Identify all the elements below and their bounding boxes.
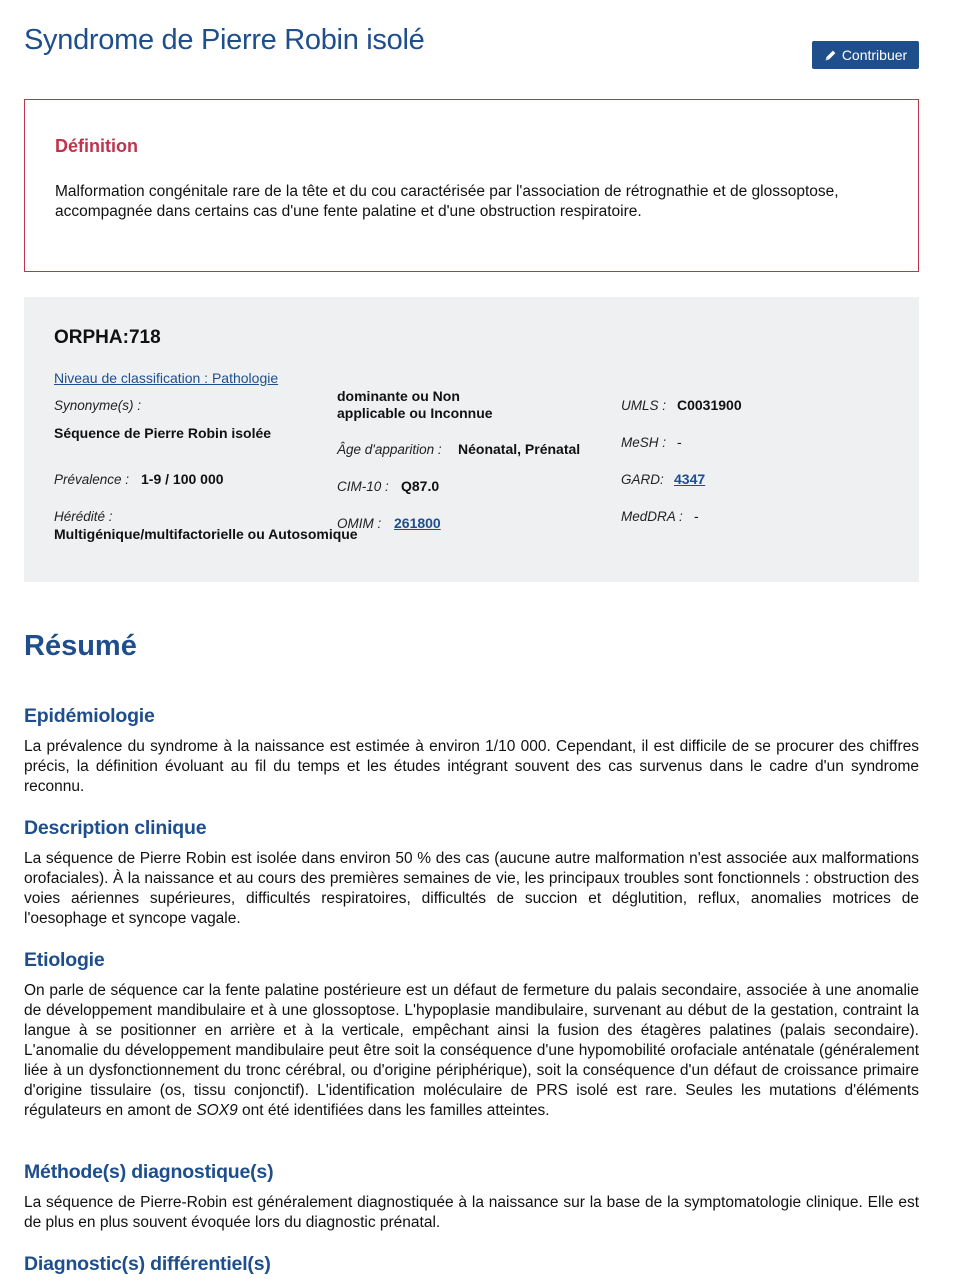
section-heading-clinical: Description clinique [24, 817, 207, 839]
heredity-value-cont-2: applicable ou Inconnue [337, 405, 493, 421]
heredity-value-cont-1: dominante ou Non [337, 388, 460, 404]
icd10-label: CIM-10 : [337, 479, 389, 494]
gard-link[interactable]: 4347 [674, 471, 706, 487]
info-panel [24, 297, 919, 582]
section-heading-epidemiology: Epidémiologie [24, 705, 155, 727]
omim-link[interactable]: 261800 [394, 515, 441, 531]
orpha-code: ORPHA:718 [54, 327, 161, 348]
section-heading-differential: Diagnostic(s) différentiel(s) [24, 1253, 271, 1275]
definition-box [24, 99, 919, 272]
meddra-value: - [694, 508, 699, 524]
onset-label: Âge d'apparition : [337, 442, 442, 457]
umls-label: UMLS : [621, 398, 667, 413]
contribute-button[interactable] [812, 41, 919, 69]
section-text-etiology [24, 981, 919, 1121]
mesh-label: MeSH : [621, 435, 667, 450]
gene-name: SOX9 [196, 1102, 238, 1119]
section-text-clinical: La séquence de Pierre Robin est isolée dans environ 50 % des cas (aucune autre malformation n'est associée aux malformations orofaciales). À la naissance et au cours des premières semaines de vie, les principaux troubles sont fonctionnels : obstruction des voies aériennes supérieures, difficultés respiratoires, difficultés de succion et déglutition, reflux, anomalies motrices de l'oesophage et syncope vagale. [24, 850, 919, 927]
umls-value: C0031900 [677, 397, 742, 413]
icd10-value: Q87.0 [401, 478, 440, 494]
definition-text: Malformation congénitale rare de la tête et du cou caractérisée par l'association de rétrognathie et de glossoptose, accompagnée dans certains cas d'une fente palatine et d'une obstruction respiratoire. [55, 183, 839, 220]
contribute-label: Contribuer [841, 47, 908, 63]
classification-level-link[interactable]: Niveau de classification : Pathologie [54, 370, 279, 386]
gard-label: GARD: [621, 472, 664, 487]
mesh-value: - [677, 434, 682, 450]
page-title: Syndrome de Pierre Robin isolé [24, 24, 425, 56]
etiology-text-after: ont été identifiées dans les familles atteintes. [237, 1102, 550, 1119]
onset-value: Néonatal, Prénatal [458, 441, 581, 457]
heredity-label: Hérédité : [54, 509, 113, 524]
resume-title: Résumé [24, 630, 137, 662]
meddra-label: MedDRA : [621, 509, 683, 524]
prevalence-label: Prévalence : [54, 472, 130, 487]
section-text-epidemiology: La prévalence du syndrome à la naissance est estimée à environ 1/10 000. Cependant, il est difficile de se procurer des chiffres précis, la définition évoluant au fil du temps et les études intégrant souvent des cas survenus dans le cadre d'un syndrome reconnu. [24, 738, 919, 795]
section-heading-etiology: Etiologie [24, 949, 105, 971]
section-text-diagnosis: La séquence de Pierre-Robin est généralement diagnostiquée à la naissance sur la base de la symptomatologie clinique. Elle est de plus en plus souvent évoquée lors du diagnostic prénatal. [24, 1194, 919, 1231]
etiology-text-before: On parle de séquence car la fente palatine postérieure est un défaut de fermeture du palais secondaire, associée à une anomalie de développement mandibulaire et à une glossoptose. L'hypoplasie mandibulaire, survenant au début de la gestation, contraint la langue à se positionner en arrière et à la verticale, empêchant ainsi la fusion des étagères palatines (palais secondaire). L'anomalie du développement mandibulaire peut être soit la conséquence d'une hypomobilité orofaciale anténatale (généralement liée à un dysfonctionnement du tronc cérébral, ou d'origine périphérique), soit la conséquence d'un défaut de croissance primaire d'origine tissulaire (os, tissu conjonctif). L'identification moléculaire de PRS isolé est rare. Seules les mutations d'éléments régulateurs en amont de [24, 982, 919, 1119]
definition-title: Définition [55, 136, 138, 156]
section-heading-diagnosis: Méthode(s) diagnostique(s) [24, 1161, 274, 1183]
heredity-value: Multigénique/multifactorielle ou Autosomique [54, 526, 358, 542]
synonyms-label: Synonyme(s) : [54, 398, 142, 413]
synonyms-value: Séquence de Pierre Robin isolée [54, 425, 272, 441]
prevalence-value: 1-9 / 100 000 [141, 471, 224, 487]
omim-label: OMIM : [337, 516, 382, 531]
pencil-icon [824, 49, 837, 62]
